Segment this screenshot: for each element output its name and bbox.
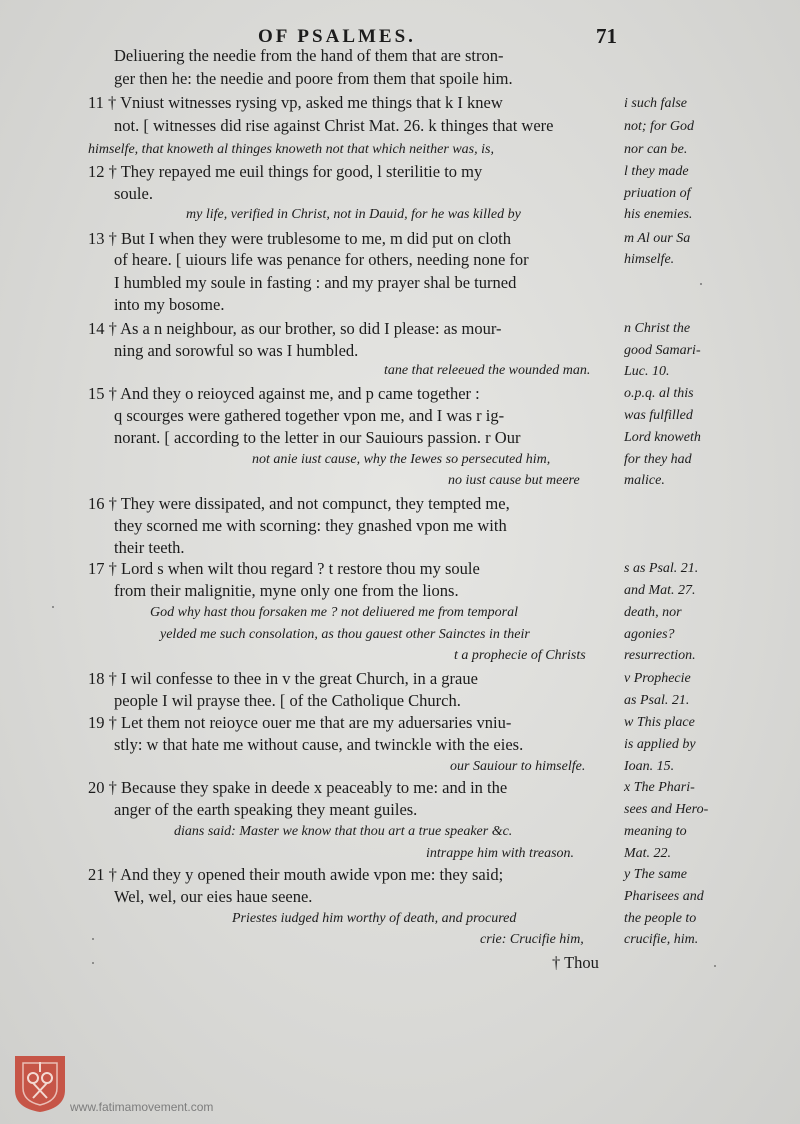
text-line: 12 † They repayed me euil things for good, l sterilitie to my <box>88 162 483 181</box>
text-line: 13 † But I when they were trublesome to me, m did put on cloth <box>88 229 511 248</box>
margin-note: not; for God <box>624 119 694 134</box>
text-line: 18 † I wil confesse to thee in v the great Church, in a graue <box>88 669 478 688</box>
text-line: 19 † Let them not reioyce ouer me that are my aduersaries vniu- <box>88 713 512 732</box>
margin-note: o.p.q. al this <box>624 386 694 401</box>
text-line: of heare. [ uiours life was penance for others, needing none for <box>114 250 529 269</box>
text-line: soule. <box>114 184 153 203</box>
annotation-line: dians said: Master we know that thou art a true speaker &c. <box>174 824 513 839</box>
text-line: their teeth. <box>114 538 185 557</box>
annotation-line: intrappe him with treason. <box>426 846 575 861</box>
text-line: 20 † Because they spake in deede x peaceably to me: and in the <box>88 778 508 797</box>
annotation-line: crie: Crucifie him, <box>480 932 584 947</box>
text-line: from their malignitie, myne only one from the lions. <box>114 581 459 600</box>
annotation-line: not anie iust cause, why the Iewes so persecuted him, <box>252 452 551 467</box>
text-line: anger of the earth speaking they meant guiles. <box>114 800 418 819</box>
text-line: 17 † Lord s when wilt thou regard ? t restore thou my soule <box>88 559 480 578</box>
margin-note: Luc. 10. <box>624 364 670 379</box>
text-line: ning and sorowful so was I humbled. <box>114 341 359 360</box>
catchword: † Thou <box>552 953 599 972</box>
margin-note: m Al our Sa <box>624 231 691 246</box>
text-line: people I wil prayse thee. [ of the Catholique Church. <box>114 691 461 710</box>
margin-note: Mat. 22. <box>624 846 672 861</box>
page-number: 71 <box>596 24 617 48</box>
text-line: 14 † As a n neighbour, as our brother, so did I please: as mour- <box>88 319 502 338</box>
margin-note: Lord knoweth <box>624 430 701 445</box>
annotation-line: Priestes iudged him worthy of death, and procured <box>232 911 517 926</box>
print-speck <box>92 962 94 964</box>
margin-note: s as Psal. 21. <box>624 561 699 576</box>
text-line: Deliuering the needie from the hand of them that are stron- <box>114 46 504 65</box>
margin-note: l they made <box>624 164 689 179</box>
annotation-line: yelded me such consolation, as thou gauest other Sainctes in their <box>160 627 530 642</box>
margin-note: agonies? <box>624 627 675 642</box>
annotation-line: my life, verified in Christ, not in Dauid, for he was killed by <box>186 207 521 222</box>
margin-note: malice. <box>624 473 665 488</box>
margin-note: crucifie, him. <box>624 932 699 947</box>
text-line: I humbled my soule in fasting : and my prayer shal be turned <box>114 273 517 292</box>
margin-note: Ioan. 15. <box>624 759 675 774</box>
margin-note: meaning to <box>624 824 687 839</box>
print-speck <box>714 965 716 967</box>
text-line: norant. [ according to the letter in our Sauiours passion. r Our <box>114 428 521 447</box>
annotation-line: no iust cause but meere <box>448 473 580 488</box>
text-line: into my bosome. <box>114 295 225 314</box>
text-line: stly: w that hate me without cause, and twinckle with the eies. <box>114 735 524 754</box>
margin-note: w This place <box>624 715 695 730</box>
annotation-line: God why hast thou forsaken me ? not deliuered me from temporal <box>150 605 518 620</box>
print-speck <box>92 938 94 940</box>
annotation-line: our Sauiour to himselfe. <box>450 759 586 774</box>
margin-note: his enemies. <box>624 207 693 222</box>
margin-note: the people to <box>624 911 697 926</box>
annotation-line: tane that releeued the wounded man. <box>384 363 591 378</box>
margin-note: n Christ the <box>624 321 691 336</box>
text-line: 16 † They were dissipated, and not compunct, they tempted me, <box>88 494 510 513</box>
text-line: not. [ witnesses did rise against Christ Mat. 26. k thinges that were <box>114 116 554 135</box>
margin-note: priuation of <box>624 186 691 201</box>
seal-logo-icon <box>13 1054 67 1114</box>
margin-note: is applied by <box>624 737 696 752</box>
margin-note: death, nor <box>624 605 682 620</box>
annotation-line: himselfe, that knoweth al thinges knoweth not that which neither was, is, <box>88 142 494 157</box>
print-speck <box>52 606 54 608</box>
margin-note: good Samari- <box>624 343 701 358</box>
margin-note: for they had <box>624 452 692 467</box>
margin-note: y The same <box>624 867 687 882</box>
print-speck <box>700 283 702 285</box>
text-line: 21 † And they y opened their mouth awide vpon me: they said; <box>88 865 504 884</box>
text-line: ger then he: the needie and poore from them that spoile him. <box>114 69 513 88</box>
text-line: 15 † And they o reioyced against me, and p came together : <box>88 384 480 403</box>
text-line: they scorned me with scorning: they gnashed vpon me with <box>114 516 507 535</box>
text-line: Wel, wel, our eies haue seene. <box>114 887 313 906</box>
margin-note: was fulfilled <box>624 408 693 423</box>
margin-note: Pharisees and <box>624 889 704 904</box>
margin-note: i such false <box>624 96 687 111</box>
margin-note: sees and Hero- <box>624 802 709 817</box>
margin-note: as Psal. 21. <box>624 693 690 708</box>
watermark-url: www.fatimamovement.com <box>70 1100 214 1114</box>
annotation-line: t a prophecie of Christs <box>454 648 586 663</box>
margin-note: v Prophecie <box>624 671 691 686</box>
margin-note: himselfe. <box>624 252 675 267</box>
text-line: 11 † Vniust witnesses rysing vp, asked me things that k I knew <box>88 93 503 112</box>
margin-note: x The Phari- <box>624 780 695 795</box>
margin-note: nor can be. <box>624 142 688 157</box>
margin-note: resurrection. <box>624 648 696 663</box>
text-line: q scourges were gathered together vpon me, and I was r ig- <box>114 406 505 425</box>
running-title: OF PSALMES. <box>258 26 416 47</box>
margin-note: and Mat. 27. <box>624 583 696 598</box>
